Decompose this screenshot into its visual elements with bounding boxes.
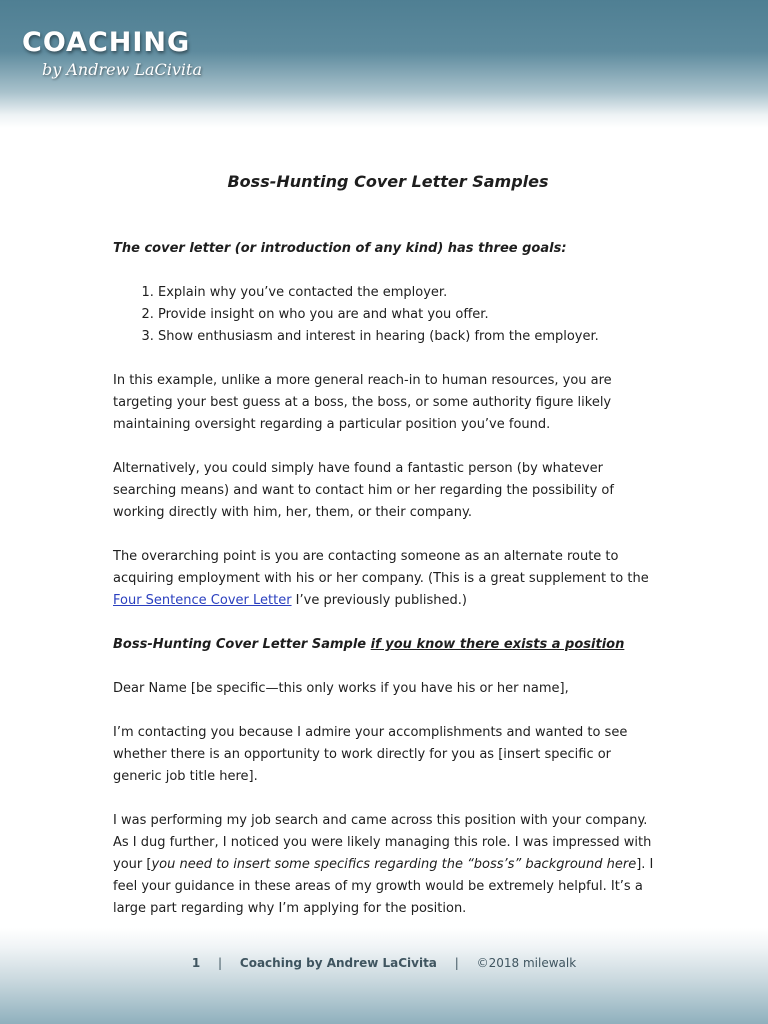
four-sentence-cover-letter-link[interactable]: Four Sentence Cover Letter xyxy=(113,593,292,608)
letter-placeholder-italic: you need to insert some specifics regarding the “boss’s” background here xyxy=(151,857,637,872)
footer-brand: Coaching by Andrew LaCivita xyxy=(239,956,437,970)
footer-separator: | xyxy=(454,956,459,970)
paragraph-targeting: In this example, unlike a more general reach-in to human resources, you are targeting your best guess at a boss, the boss, or some authority figure likely maintaining oversight regarding a particular position you’ve found. xyxy=(113,373,612,432)
letter-paragraph-2 xyxy=(113,810,663,920)
page-number: 1 xyxy=(191,956,201,970)
letter-salutation: Dear Name [be specific—this only works if you have his or her name], xyxy=(113,681,569,696)
goals-list xyxy=(113,282,663,348)
coaching-logo xyxy=(22,26,202,80)
document-title: Boss-Hunting Cover Letter Samples xyxy=(227,172,549,191)
document-body xyxy=(113,170,663,942)
letter-text: I was performing my job search and came across this position with your company. As I dug further, I noticed you were likely managing this role. I was impressed with your [ xyxy=(113,813,652,872)
goal-item: 1. Explain why you’ve contacted the employer. xyxy=(158,282,663,304)
paragraph-overarching xyxy=(113,546,663,612)
sample-heading xyxy=(113,634,663,656)
goal-item: 3. Show enthusiasm and interest in hearing (back) from the employer. xyxy=(158,326,663,348)
logo-sub-text: by Andrew LaCivita xyxy=(42,60,203,79)
paragraph-text: The overarching point is you are contacting someone as an alternate route to acquiring employment with his or her company. (This is a great supplement to the xyxy=(113,549,649,586)
footer-separator: | xyxy=(218,956,223,970)
paragraph-alternative: Alternatively, you could simply have found a fantastic person (by whatever searching means) and want to contact him or her regarding the possibility of working directly with him, her, them, or their company. xyxy=(113,461,614,520)
goals-heading: The cover letter (or introduction of any kind) has three goals: xyxy=(113,241,567,256)
page-footer xyxy=(0,928,768,1024)
sample-heading-underlined: if you know there exists a position xyxy=(370,637,625,652)
footer-copyright: ©2018 milewalk xyxy=(476,956,577,970)
page-header xyxy=(0,0,768,128)
goal-item: 2. Provide insight on who you are and what you offer. xyxy=(158,304,663,326)
letter-paragraph-1: I’m contacting you because I admire your accomplishments and wanted to see whether there is an opportunity to work directly for you as [insert specific or generic job title here]. xyxy=(113,725,628,784)
paragraph-text: I’ve previously published.) xyxy=(291,593,467,608)
logo-main-text: COACHING xyxy=(22,27,191,58)
footer-line xyxy=(0,956,768,970)
letter-text: ]. I feel your guidance in these areas of my growth would be extremely helpful. It’s a large part regarding why I’m applying for the position. xyxy=(113,857,654,916)
sample-heading-text: Boss-Hunting Cover Letter Sample xyxy=(113,637,371,652)
